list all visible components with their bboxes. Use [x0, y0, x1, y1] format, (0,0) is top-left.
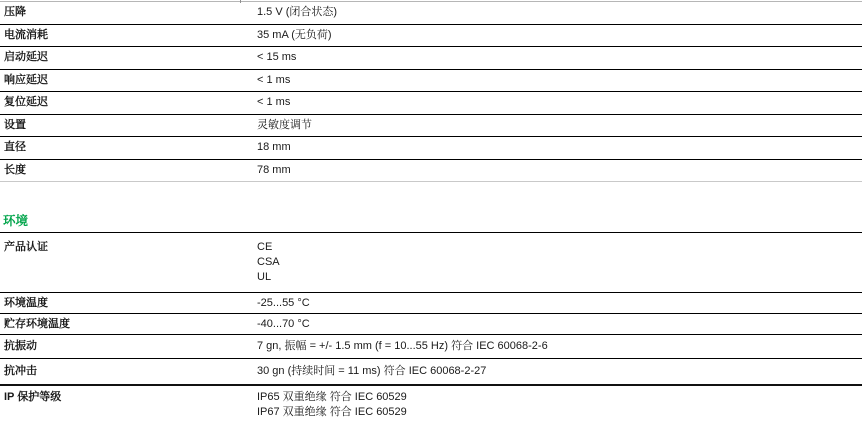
row-value	[257, 5, 862, 20]
value-line: < 1 ms	[257, 96, 291, 109]
row-label: 设置	[4, 118, 26, 131]
value-line: -40...70 °C	[257, 317, 310, 330]
value-line: 30 gn (持续时间 = 11 ms) 符合 IEC 60068-2-27	[257, 365, 487, 377]
row-label: 环境温度	[4, 296, 48, 309]
value-line: 78 mm	[257, 163, 291, 176]
value-line: IP65 双重绝缘 符合 IEC 60529	[257, 391, 407, 403]
table-row	[0, 2, 862, 25]
row-value	[257, 386, 862, 420]
table-row	[0, 92, 862, 115]
row-label: 压降	[4, 6, 26, 19]
table-row	[0, 137, 862, 160]
value-line: -25...55 °C	[257, 296, 310, 309]
section-heading-environment: 环境	[3, 214, 29, 228]
value-line: 35 mA (无负荷)	[257, 28, 332, 41]
value-line: CSA	[257, 256, 280, 268]
row-label: 抗振动	[4, 340, 37, 352]
row-label: 长度	[4, 163, 26, 176]
row-value	[257, 163, 862, 178]
value-line: 灵敏度调节	[257, 118, 312, 131]
table-row	[0, 314, 862, 335]
row-value	[257, 317, 862, 332]
row-value	[257, 296, 862, 311]
table-row	[0, 293, 862, 314]
row-label: 复位延迟	[4, 96, 48, 109]
row-value	[257, 28, 862, 43]
row-value	[257, 233, 862, 285]
value-line: UL	[257, 271, 272, 283]
value-line: 18 mm	[257, 141, 291, 154]
table-row	[0, 70, 862, 93]
row-label: 直径	[4, 141, 26, 154]
value-line: 1.5 V (闭合状态)	[257, 6, 338, 19]
row-label: 贮存环境温度	[4, 317, 70, 330]
row-value	[257, 118, 862, 133]
value-line: < 1 ms	[257, 73, 291, 86]
row-value	[257, 73, 862, 88]
row-value	[257, 50, 862, 65]
table-row	[0, 335, 862, 359]
table-row	[0, 160, 862, 183]
table-row	[0, 115, 862, 138]
row-label: IP 保护等级	[4, 391, 62, 403]
spec-table-environment	[0, 232, 862, 424]
row-label: 响应延迟	[4, 73, 48, 86]
row-value	[257, 364, 862, 379]
row-label: 电流消耗	[4, 28, 48, 41]
table-row	[0, 25, 862, 48]
table-row	[0, 386, 862, 424]
table-row	[0, 233, 862, 293]
row-value	[257, 95, 862, 110]
value-line: CE	[257, 241, 273, 253]
row-value	[257, 339, 862, 354]
table-row	[0, 359, 862, 386]
table-row	[0, 47, 862, 70]
value-line: < 15 ms	[257, 51, 297, 64]
spec-table-electrical	[0, 2, 862, 182]
value-line: IP67 双重绝缘 符合 IEC 60529	[257, 406, 407, 418]
row-label: 产品认证	[4, 241, 48, 253]
row-label: 抗冲击	[4, 365, 37, 377]
row-value	[257, 140, 862, 155]
value-line: 7 gn, 振幅 = +/- 1.5 mm (f = 10...55 Hz) 符合 IEC 60068-2-6	[257, 340, 548, 352]
row-label: 启动延迟	[4, 51, 48, 64]
